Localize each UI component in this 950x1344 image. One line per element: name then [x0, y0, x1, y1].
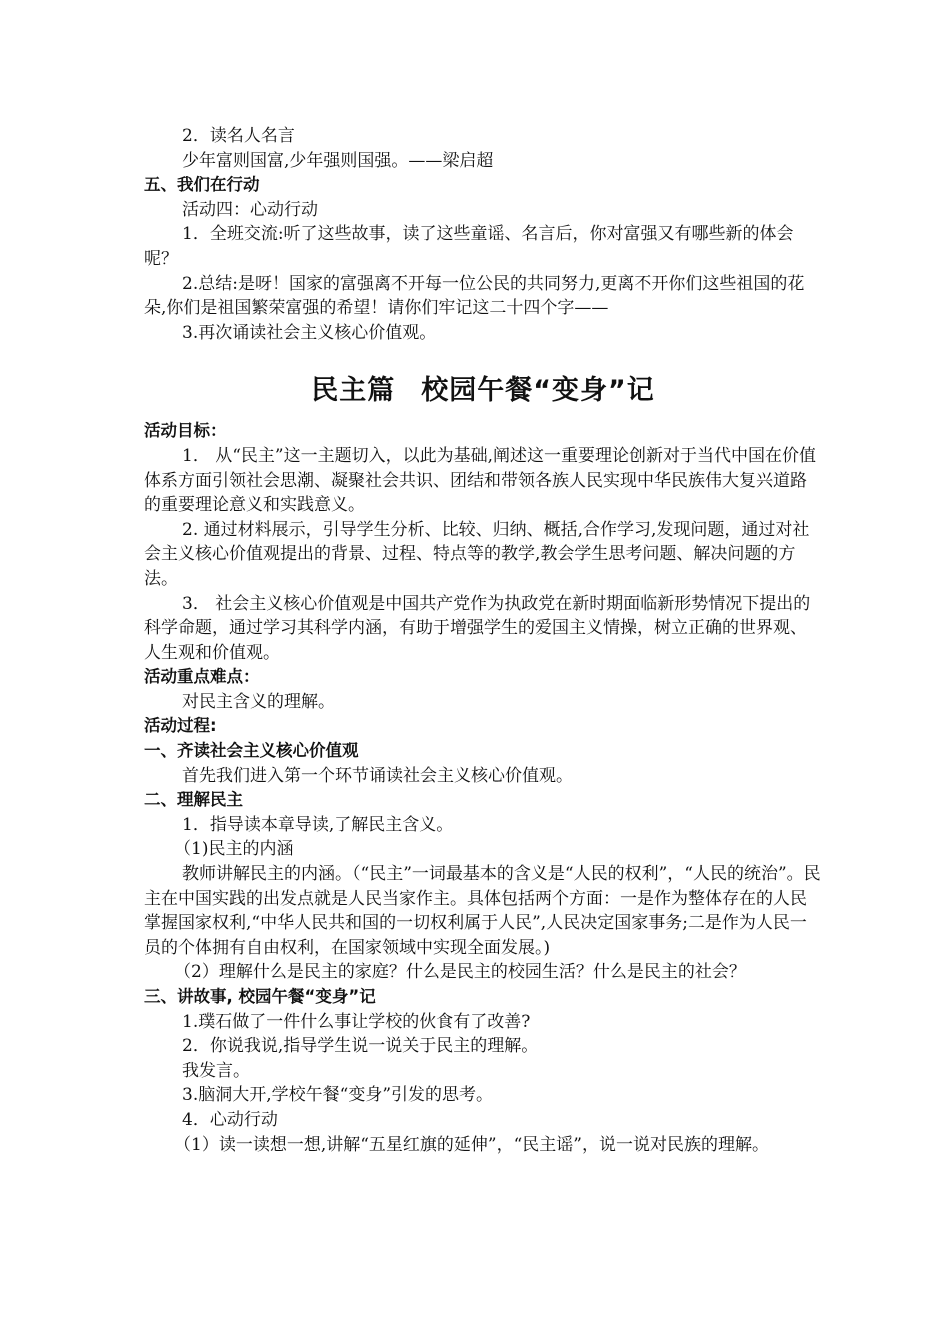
paragraph-read-and-think: （1）读一读想一想,讲解“五星红旗的延伸”，“民主谣”，说一说对民族的理解。	[174, 1134, 769, 1155]
section-heading-understand-democracy: 二、理解民主	[144, 790, 243, 810]
paragraph-democracy-meaning-label: （1)民主的内涵	[174, 839, 294, 860]
paragraph-class-discussion: 1．全班交流:听了这些故事，读了这些童谣、名言后，你对富强又有哪些新的体会呢？	[144, 224, 794, 269]
paragraph-summary: 2.总结:是呀！国家的富强离不开每一位公民的共同努力,更离不开你们这些祖国的花朵,你们是祖国繁荣富强的希望！请你们牢记这二十四个字——	[144, 273, 805, 319]
paragraph-recite-first: 首先我们进入第一个环节诵读社会主义核心价值观。	[182, 765, 573, 786]
paragraph-pushi-story: 1.璞石做了一件什么事让学校的伙食有了改善?	[182, 1011, 531, 1032]
section-heading-story: 三、讲故事, 校园午餐“变身”记	[144, 987, 376, 1006]
key-points-heading: 活动重点难点：	[144, 667, 260, 687]
section-heading-recite: 一、齐读社会主义核心价值观	[144, 741, 359, 761]
key-points-text: 对民主含义的理解。	[182, 691, 335, 712]
paragraph-recite-again: 3.再次诵读社会主义核心价值观。	[182, 322, 437, 343]
title-part-democracy: 民主篇	[311, 375, 396, 407]
goal-item-2: 2. 通过材料展示，引导学生分析、比较、归纳、概括,合作学习,发现问题，通过对社会主义核心价值观提出的背景、过程、特点等的教学,教会学生思考问题、解决问题的方法。	[144, 519, 810, 589]
section-heading-action: 五、我们在行动	[144, 175, 260, 195]
paragraph-you-say-i-say: 2．你说我说,指导学生说一说关于民主的理解。	[182, 1036, 539, 1057]
paragraph-activity-four: 活动四：心动行动	[182, 199, 318, 220]
paragraph-i-speak: 我发言。	[182, 1060, 250, 1081]
paragraph-guide-reading: 1．指导读本章导读,了解民主含义。	[182, 814, 454, 835]
paragraph-read-quotes: 2．读名人名言	[182, 126, 295, 146]
paragraph-democratic-family: （2）理解什么是民主的家庭？什么是民主的校园生活？什么是民主的社会？	[174, 962, 746, 983]
process-heading: 活动过程:	[144, 716, 217, 736]
page-title	[144, 371, 822, 411]
paragraph-brainstorm: 3.脑洞大开,学校午餐“变身”引发的思考。	[182, 1085, 494, 1106]
goals-heading: 活动目标：	[144, 421, 227, 441]
paragraph-heart-action: 4．心动行动	[182, 1109, 278, 1130]
paragraph-teacher-explains: 教师讲解民主的内涵。（“民主”一词最基本的含义是“人民的权利”，“人民的统治”。民主在中国实践的出发点就是人民当家作主。具体包括两个方面：一是作为整体存在的人民掌握国家权利,“中华人民共和国的一切权利属于人民”,人民决定国家事务;二是作为人民一员的个体拥有自由权利，在国家领域中实现全面发展。)	[144, 864, 821, 958]
paragraph-liang-qichao-quote: 少年富则国富,少年强则国强。——梁启超	[182, 150, 494, 171]
document-page	[144, 124, 822, 1157]
title-part-lunch: 校园午餐“变身”记	[421, 375, 655, 407]
goal-item-3: 3． 社会主义核心价值观是中国共产党作为执政党在新时期面临新形势情况下提出的科学命题，通过学习其科学内涵，有助于增强学生的爱国主义情操，树立正确的世界观、人生观和价值观。	[144, 593, 811, 663]
goal-item-1: 1． 从“民主”这一主题切入，以此为基础,阐述这一重要理论创新对于当代中国在价值体系方面引领社会思潮、凝聚社会共识、团结和带领各族人民实现中华民族伟大复兴道路的重要理论意义和实践意义。	[144, 445, 817, 516]
